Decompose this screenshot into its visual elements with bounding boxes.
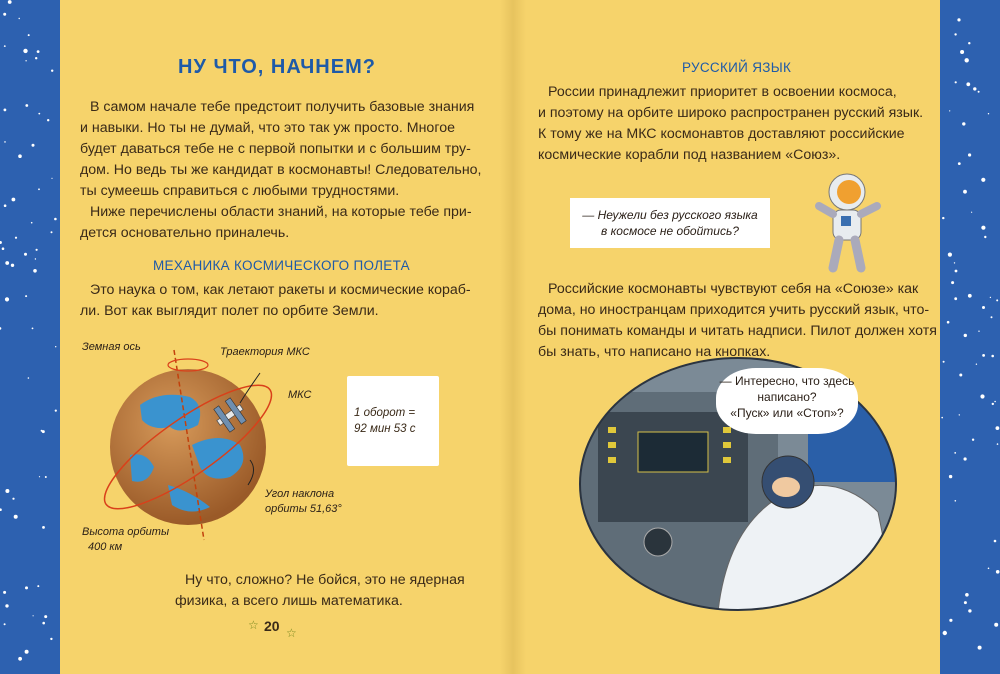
star-dot <box>942 217 944 219</box>
star-dot <box>3 591 6 594</box>
intro-line-4: дом. Но ведь ты же кандидат в космонавты! Следовательно, <box>80 162 482 178</box>
star-dot <box>12 498 14 500</box>
astronaut-illustration <box>805 170 885 275</box>
star-dot <box>964 457 967 460</box>
star-dot <box>959 414 960 415</box>
star-dot <box>954 452 956 454</box>
star-dot <box>32 328 34 330</box>
star-dot <box>50 638 52 640</box>
intro-line-3: будет даваться тебе не с первой попытки и с большим тру- <box>80 141 471 157</box>
russian-para1-line-4: космические корабли под названием «Союз». <box>538 147 841 163</box>
star-dot <box>954 297 957 300</box>
star-dot <box>3 13 6 16</box>
star-dot <box>33 615 34 616</box>
label-altitude-1: Высота орбиты <box>82 526 170 538</box>
star-dot <box>0 241 2 244</box>
bubble2-line-2: написано? <box>757 390 817 404</box>
star-dot <box>8 0 12 4</box>
star-dot <box>37 50 40 53</box>
star-dot <box>988 568 990 570</box>
russian-para2-line-4: бы знать, что написано на кнопках. <box>538 344 771 360</box>
star-dot <box>996 570 1000 574</box>
label-altitude-2: 400 км <box>88 541 123 553</box>
star-dot <box>994 401 996 403</box>
orbit-note-card <box>347 376 439 466</box>
star-dot <box>25 60 26 61</box>
star-dot <box>18 657 22 661</box>
star-dot <box>4 45 6 47</box>
star-dot <box>962 122 965 125</box>
star-dot <box>978 91 980 93</box>
intro-line-2: и навыки. Но ты не думай, что это так уж просто. Многое <box>80 120 455 136</box>
star-dot <box>968 609 971 612</box>
star-dot <box>11 264 14 267</box>
bubble2-line-3: «Пуск» или «Стоп»? <box>730 406 844 420</box>
label-iss: МКС <box>288 389 312 401</box>
orbit-note-line-1: 1 оборот = <box>354 407 416 419</box>
star-dot <box>951 281 954 284</box>
star-dot <box>28 34 30 36</box>
star-dot <box>4 204 7 207</box>
orbit-note-line-2: 92 мин 53 с <box>354 423 416 435</box>
star-dot <box>12 198 16 202</box>
star-dot <box>55 410 57 412</box>
star-dot <box>18 154 22 158</box>
star-dot <box>972 439 974 441</box>
star-dot <box>960 50 964 54</box>
star-dot <box>25 586 28 589</box>
star-dot <box>37 585 39 587</box>
star-dot <box>47 119 49 121</box>
star-dot <box>38 188 40 190</box>
star-dot <box>5 604 8 607</box>
speech-bubble-question <box>570 198 770 248</box>
star-dot <box>968 294 972 298</box>
star-dot <box>947 321 950 324</box>
label-inclination-1: Угол наклона <box>265 488 335 500</box>
star-dot <box>948 253 952 257</box>
star-dot <box>949 110 950 111</box>
russian-para2-line-2: дома, но иностранцам приходится учить русский язык, что- <box>538 302 930 318</box>
star-dot <box>25 295 27 297</box>
star-dot <box>51 231 53 233</box>
star-dot <box>964 334 967 337</box>
star-dot <box>963 190 967 194</box>
star-dot <box>994 540 997 543</box>
star-dot <box>5 297 9 301</box>
russian-para2-line-3: бы понимать команды и читать надписи. Пилот должен хотя <box>538 323 937 339</box>
star-dot <box>943 631 947 635</box>
star-dot <box>35 258 36 259</box>
star-dot <box>0 327 1 330</box>
star-dot <box>964 601 967 604</box>
star-dot <box>54 218 57 221</box>
star-dot <box>955 270 958 273</box>
star-dot <box>45 476 47 478</box>
star-dot <box>19 18 20 19</box>
star-dot <box>976 364 977 365</box>
star-dot <box>55 346 56 347</box>
bubble2-line-1: — Интересно, что здесь <box>719 374 855 388</box>
section-heading-mechanics: МЕХАНИКА КОСМИЧЕСКОГО ПОЛЕТА <box>153 258 410 273</box>
star-dot <box>965 58 969 62</box>
label-iss-trajectory: Траектория МКС <box>220 346 310 358</box>
page-number: 20 <box>264 618 280 634</box>
star-dot <box>955 81 957 83</box>
intro-line-1: В самом начале тебе предстоит получить базовые знания <box>90 99 475 115</box>
speech-bubble-cockpit <box>716 368 858 434</box>
star-dot <box>4 141 6 143</box>
star-dot <box>36 249 38 251</box>
orbit-diagram <box>80 335 310 555</box>
star-dot <box>992 403 994 405</box>
star-dot <box>966 82 970 86</box>
closing-line-2: физика, а всего лишь математика. <box>175 593 403 609</box>
star-dot <box>4 623 6 625</box>
star-dot <box>51 70 53 72</box>
star-dot <box>24 253 27 256</box>
star-dot <box>2 247 5 250</box>
star-dot <box>958 162 961 165</box>
bubble1-line-1: — Неужели без русского языка <box>582 208 758 222</box>
star-dot <box>954 262 955 263</box>
star-dot <box>984 236 986 238</box>
star-dot <box>982 354 985 357</box>
russian-para1-line-2: и поэтому на орбите широко распространен русский язык. <box>538 105 924 121</box>
star-dot <box>35 57 37 59</box>
star-dot <box>990 297 991 298</box>
section-heading-russian: РУССКИЙ ЯЗЫК <box>682 60 792 75</box>
star-dot <box>32 144 35 147</box>
star-dot <box>971 212 972 213</box>
russian-para1-line-1: России принадлежит приоритет в освоении космоса, <box>548 84 897 100</box>
star-dot <box>42 526 45 529</box>
star-dot <box>39 476 40 477</box>
intro-line-7: дется основательно приналечь. <box>80 225 290 241</box>
star-dot <box>25 104 28 107</box>
star-dot <box>991 316 993 318</box>
star-dot <box>941 417 943 419</box>
star-dot <box>42 622 45 625</box>
star-dot <box>982 306 985 309</box>
star-dot <box>44 615 47 618</box>
star-dot <box>988 113 989 114</box>
russian-para1-line-3: К тому же на МКС космонавтов доставляют российские <box>538 126 905 142</box>
star-dot <box>981 226 985 230</box>
star-dot <box>954 33 956 35</box>
star-dot <box>0 508 2 511</box>
bubble1-line-2: в космосе не обойтись? <box>601 224 739 238</box>
star-dot <box>968 153 971 156</box>
star-dot <box>25 650 29 654</box>
star-dot <box>31 222 33 224</box>
star-icon: ☆ <box>286 626 297 640</box>
star-dot <box>5 261 9 265</box>
star-dot <box>981 178 985 182</box>
label-earth-axis: Земная ось <box>82 341 141 353</box>
star-dot <box>41 430 43 432</box>
star-dot <box>994 623 998 627</box>
star-dot <box>959 374 962 377</box>
star-dot <box>4 109 7 112</box>
star-dot <box>978 331 979 332</box>
star-dot <box>968 42 970 44</box>
star-dot <box>23 49 27 53</box>
star-dot <box>973 87 976 90</box>
star-dot <box>957 18 960 21</box>
book-gutter <box>500 0 526 674</box>
star-dot <box>949 619 952 622</box>
intro-line-6: Ниже перечислены области знаний, на которые тебе при- <box>90 204 472 220</box>
star-dot <box>965 593 969 597</box>
star-dot <box>51 178 52 179</box>
star-dot <box>955 500 957 502</box>
star-dot <box>996 426 1000 430</box>
star-dot <box>38 113 40 115</box>
star-dot <box>28 377 30 379</box>
label-inclination-2: орбиты 51,63° <box>265 503 342 515</box>
star-dot <box>997 443 999 445</box>
closing-line-1: Ну что, сложно? Не бойся, это не ядерная <box>185 572 465 588</box>
star-icon: ☆ <box>248 618 259 632</box>
star-dot <box>943 361 945 363</box>
star-dot <box>978 646 982 650</box>
star-dot <box>5 489 9 493</box>
mechanics-line-1: Это наука о том, как летают ракеты и космические кораб- <box>90 282 471 298</box>
star-dot <box>991 355 994 358</box>
russian-para2-line-1: Российские космонавты чувствуют себя на «Союзе» как <box>548 281 919 297</box>
star-dot <box>949 475 952 478</box>
intro-line-5: ты сумеешь справиться с любыми трудностями. <box>80 183 400 199</box>
page-title: НУ ЧТО, НАЧНЕМ? <box>178 56 376 78</box>
star-dot <box>33 269 37 273</box>
star-dot <box>14 515 18 519</box>
mechanics-line-2: ли. Вот как выглядит полет по орбите Земли. <box>80 303 379 319</box>
star-dot <box>996 299 998 301</box>
star-dot <box>15 237 17 239</box>
star-dot <box>980 394 984 398</box>
